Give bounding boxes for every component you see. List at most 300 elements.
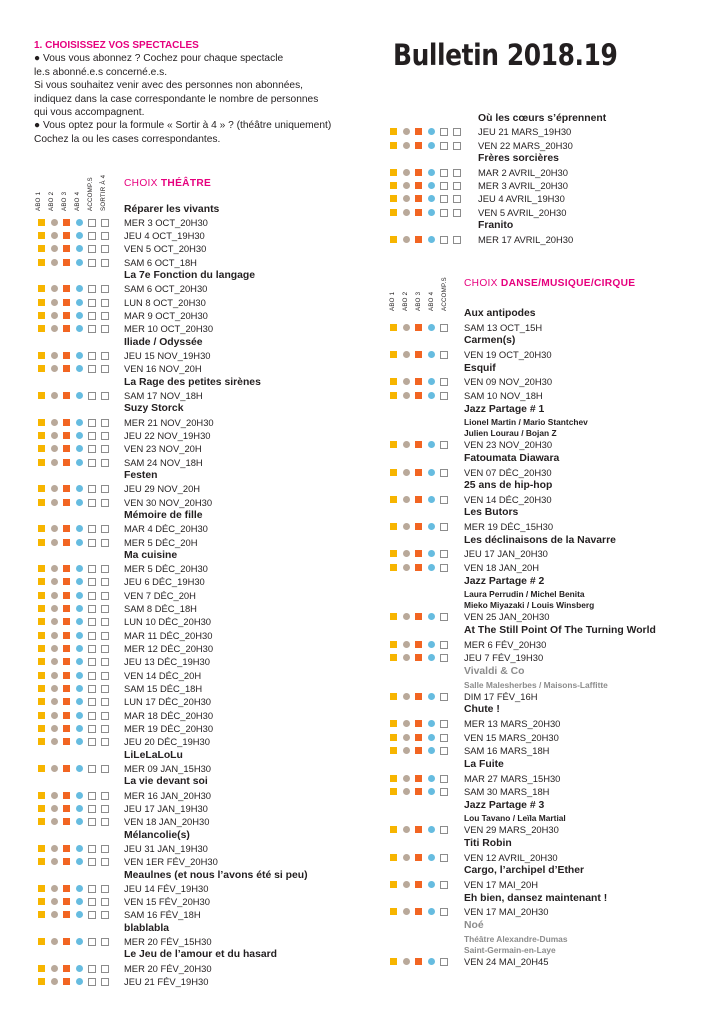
abo3-checkbox[interactable] [63,911,70,918]
accomp-count-box[interactable] [88,445,96,453]
abo3-checkbox[interactable] [63,285,70,292]
abo3-checkbox[interactable] [415,392,422,399]
accomp-count-box[interactable] [88,805,96,813]
abo4-checkbox[interactable] [76,312,83,319]
sortir-a-4-checkbox[interactable] [101,698,109,706]
sortir-a-4-checkbox[interactable] [453,169,461,177]
accomp-count-box[interactable] [440,775,448,783]
abo3-checkbox[interactable] [63,485,70,492]
abo2-checkbox[interactable] [403,881,410,888]
abo1-checkbox[interactable] [390,747,397,754]
abo1-checkbox[interactable] [38,459,45,466]
sortir-a-4-checkbox[interactable] [101,938,109,946]
abo2-checkbox[interactable] [51,618,58,625]
sortir-a-4-checkbox[interactable] [101,459,109,467]
abo2-checkbox[interactable] [51,259,58,266]
accomp-count-box[interactable] [88,911,96,919]
abo1-checkbox[interactable] [390,788,397,795]
accomp-count-box[interactable] [440,209,448,217]
abo1-checkbox[interactable] [390,854,397,861]
abo2-checkbox[interactable] [403,747,410,754]
accomp-count-box[interactable] [440,641,448,649]
abo2-checkbox[interactable] [403,788,410,795]
accomp-count-box[interactable] [88,232,96,240]
accomp-count-box[interactable] [440,142,448,150]
sortir-a-4-checkbox[interactable] [101,885,109,893]
abo2-checkbox[interactable] [403,523,410,530]
abo2-checkbox[interactable] [403,826,410,833]
abo2-checkbox[interactable] [51,818,58,825]
sortir-a-4-checkbox[interactable] [101,539,109,547]
abo2-checkbox[interactable] [51,312,58,319]
sortir-a-4-checkbox[interactable] [101,978,109,986]
accomp-count-box[interactable] [88,259,96,267]
abo1-checkbox[interactable] [38,299,45,306]
abo3-checkbox[interactable] [415,613,422,620]
abo3-checkbox[interactable] [415,496,422,503]
accomp-count-box[interactable] [88,858,96,866]
abo3-checkbox[interactable] [415,693,422,700]
abo1-checkbox[interactable] [38,565,45,572]
accomp-count-box[interactable] [88,965,96,973]
accomp-count-box[interactable] [440,654,448,662]
accomp-count-box[interactable] [440,378,448,386]
accomp-count-box[interactable] [88,632,96,640]
abo3-checkbox[interactable] [63,792,70,799]
accomp-count-box[interactable] [88,885,96,893]
abo3-checkbox[interactable] [415,958,422,965]
abo2-checkbox[interactable] [403,236,410,243]
abo4-checkbox[interactable] [76,245,83,252]
abo1-checkbox[interactable] [390,720,397,727]
accomp-count-box[interactable] [88,285,96,293]
abo3-checkbox[interactable] [415,826,422,833]
abo1-checkbox[interactable] [38,605,45,612]
abo4-checkbox[interactable] [76,592,83,599]
abo2-checkbox[interactable] [403,392,410,399]
abo4-checkbox[interactable] [428,775,435,782]
accomp-count-box[interactable] [88,658,96,666]
abo3-checkbox[interactable] [63,845,70,852]
abo1-checkbox[interactable] [38,578,45,585]
abo2-checkbox[interactable] [51,285,58,292]
abo3-checkbox[interactable] [63,978,70,985]
abo2-checkbox[interactable] [51,938,58,945]
abo1-checkbox[interactable] [38,539,45,546]
abo2-checkbox[interactable] [51,565,58,572]
abo2-checkbox[interactable] [51,432,58,439]
abo3-checkbox[interactable] [63,938,70,945]
abo2-checkbox[interactable] [51,645,58,652]
accomp-count-box[interactable] [88,818,96,826]
abo2-checkbox[interactable] [51,325,58,332]
abo4-checkbox[interactable] [428,788,435,795]
abo1-checkbox[interactable] [390,496,397,503]
abo2-checkbox[interactable] [403,469,410,476]
abo3-checkbox[interactable] [415,908,422,915]
sortir-a-4-checkbox[interactable] [453,195,461,203]
abo1-checkbox[interactable] [390,734,397,741]
abo2-checkbox[interactable] [51,419,58,426]
abo1-checkbox[interactable] [38,445,45,452]
abo1-checkbox[interactable] [38,672,45,679]
abo4-checkbox[interactable] [76,792,83,799]
abo1-checkbox[interactable] [38,618,45,625]
abo2-checkbox[interactable] [403,641,410,648]
abo3-checkbox[interactable] [63,499,70,506]
accomp-count-box[interactable] [440,182,448,190]
abo3-checkbox[interactable] [63,539,70,546]
abo4-checkbox[interactable] [76,712,83,719]
accomp-count-box[interactable] [440,854,448,862]
abo2-checkbox[interactable] [51,445,58,452]
abo3-checkbox[interactable] [63,858,70,865]
abo3-checkbox[interactable] [63,352,70,359]
abo2-checkbox[interactable] [403,854,410,861]
sortir-a-4-checkbox[interactable] [101,805,109,813]
accomp-count-box[interactable] [88,219,96,227]
abo3-checkbox[interactable] [415,775,422,782]
abo3-checkbox[interactable] [63,685,70,692]
abo2-checkbox[interactable] [403,908,410,915]
accomp-count-box[interactable] [88,432,96,440]
abo3-checkbox[interactable] [415,654,422,661]
abo2-checkbox[interactable] [403,441,410,448]
abo2-checkbox[interactable] [403,195,410,202]
sortir-a-4-checkbox[interactable] [101,219,109,227]
abo4-checkbox[interactable] [76,618,83,625]
abo2-checkbox[interactable] [51,578,58,585]
abo1-checkbox[interactable] [38,885,45,892]
abo4-checkbox[interactable] [76,352,83,359]
abo4-checkbox[interactable] [76,259,83,266]
accomp-count-box[interactable] [88,685,96,693]
abo4-checkbox[interactable] [428,826,435,833]
accomp-count-box[interactable] [88,539,96,547]
sortir-a-4-checkbox[interactable] [453,128,461,136]
abo4-checkbox[interactable] [76,645,83,652]
abo1-checkbox[interactable] [390,142,397,149]
abo3-checkbox[interactable] [415,564,422,571]
abo2-checkbox[interactable] [51,792,58,799]
accomp-count-box[interactable] [88,618,96,626]
abo2-checkbox[interactable] [403,613,410,620]
abo4-checkbox[interactable] [428,564,435,571]
accomp-count-box[interactable] [88,765,96,773]
abo4-checkbox[interactable] [428,182,435,189]
sortir-a-4-checkbox[interactable] [101,578,109,586]
abo4-checkbox[interactable] [76,911,83,918]
sortir-a-4-checkbox[interactable] [453,142,461,150]
abo2-checkbox[interactable] [51,911,58,918]
sortir-a-4-checkbox[interactable] [101,419,109,427]
accomp-count-box[interactable] [88,698,96,706]
abo1-checkbox[interactable] [38,858,45,865]
abo1-checkbox[interactable] [390,826,397,833]
abo3-checkbox[interactable] [63,312,70,319]
abo2-checkbox[interactable] [403,654,410,661]
sortir-a-4-checkbox[interactable] [101,605,109,613]
abo4-checkbox[interactable] [76,672,83,679]
abo4-checkbox[interactable] [76,858,83,865]
abo1-checkbox[interactable] [390,378,397,385]
accomp-count-box[interactable] [440,324,448,332]
abo3-checkbox[interactable] [63,672,70,679]
accomp-count-box[interactable] [440,826,448,834]
sortir-a-4-checkbox[interactable] [101,365,109,373]
accomp-count-box[interactable] [88,845,96,853]
accomp-count-box[interactable] [88,672,96,680]
abo4-checkbox[interactable] [76,632,83,639]
accomp-count-box[interactable] [440,881,448,889]
sortir-a-4-checkbox[interactable] [101,392,109,400]
accomp-count-box[interactable] [440,550,448,558]
abo2-checkbox[interactable] [51,592,58,599]
accomp-count-box[interactable] [440,195,448,203]
abo1-checkbox[interactable] [38,499,45,506]
abo3-checkbox[interactable] [415,236,422,243]
accomp-count-box[interactable] [88,299,96,307]
accomp-count-box[interactable] [440,734,448,742]
sortir-a-4-checkbox[interactable] [101,445,109,453]
abo2-checkbox[interactable] [51,605,58,612]
abo2-checkbox[interactable] [51,965,58,972]
sortir-a-4-checkbox[interactable] [101,725,109,733]
sortir-a-4-checkbox[interactable] [101,432,109,440]
abo4-checkbox[interactable] [428,734,435,741]
sortir-a-4-checkbox[interactable] [101,299,109,307]
accomp-count-box[interactable] [88,578,96,586]
abo1-checkbox[interactable] [38,219,45,226]
abo1-checkbox[interactable] [390,209,397,216]
sortir-a-4-checkbox[interactable] [101,499,109,507]
abo1-checkbox[interactable] [38,698,45,705]
accomp-count-box[interactable] [440,128,448,136]
abo1-checkbox[interactable] [38,232,45,239]
sortir-a-4-checkbox[interactable] [101,245,109,253]
abo2-checkbox[interactable] [51,365,58,372]
abo2-checkbox[interactable] [51,765,58,772]
abo2-checkbox[interactable] [51,725,58,732]
abo2-checkbox[interactable] [51,658,58,665]
abo1-checkbox[interactable] [38,485,45,492]
abo2-checkbox[interactable] [403,958,410,965]
abo4-checkbox[interactable] [428,195,435,202]
abo4-checkbox[interactable] [76,485,83,492]
abo4-checkbox[interactable] [76,392,83,399]
abo1-checkbox[interactable] [38,432,45,439]
abo1-checkbox[interactable] [38,938,45,945]
abo3-checkbox[interactable] [415,641,422,648]
accomp-count-box[interactable] [88,392,96,400]
accomp-count-box[interactable] [440,908,448,916]
abo3-checkbox[interactable] [63,259,70,266]
accomp-count-box[interactable] [88,525,96,533]
abo1-checkbox[interactable] [390,550,397,557]
sortir-a-4-checkbox[interactable] [453,209,461,217]
sortir-a-4-checkbox[interactable] [101,658,109,666]
sortir-a-4-checkbox[interactable] [101,672,109,680]
abo3-checkbox[interactable] [415,550,422,557]
abo3-checkbox[interactable] [63,712,70,719]
accomp-count-box[interactable] [88,792,96,800]
abo3-checkbox[interactable] [63,818,70,825]
abo4-checkbox[interactable] [428,641,435,648]
abo3-checkbox[interactable] [63,419,70,426]
abo4-checkbox[interactable] [76,765,83,772]
abo1-checkbox[interactable] [38,792,45,799]
abo3-checkbox[interactable] [415,324,422,331]
sortir-a-4-checkbox[interactable] [101,792,109,800]
abo3-checkbox[interactable] [415,854,422,861]
abo4-checkbox[interactable] [76,845,83,852]
abo2-checkbox[interactable] [403,734,410,741]
abo4-checkbox[interactable] [76,605,83,612]
abo4-checkbox[interactable] [76,698,83,705]
abo4-checkbox[interactable] [76,565,83,572]
abo1-checkbox[interactable] [38,365,45,372]
abo4-checkbox[interactable] [428,378,435,385]
abo3-checkbox[interactable] [63,232,70,239]
abo1-checkbox[interactable] [390,169,397,176]
sortir-a-4-checkbox[interactable] [101,911,109,919]
abo4-checkbox[interactable] [428,142,435,149]
abo4-checkbox[interactable] [76,885,83,892]
abo4-checkbox[interactable] [428,128,435,135]
abo1-checkbox[interactable] [390,128,397,135]
sortir-a-4-checkbox[interactable] [453,182,461,190]
sortir-a-4-checkbox[interactable] [101,232,109,240]
abo3-checkbox[interactable] [415,788,422,795]
abo1-checkbox[interactable] [38,805,45,812]
abo1-checkbox[interactable] [38,419,45,426]
accomp-count-box[interactable] [88,352,96,360]
abo4-checkbox[interactable] [76,525,83,532]
abo3-checkbox[interactable] [415,523,422,530]
sortir-a-4-checkbox[interactable] [101,818,109,826]
abo3-checkbox[interactable] [63,245,70,252]
abo1-checkbox[interactable] [390,469,397,476]
sortir-a-4-checkbox[interactable] [101,485,109,493]
sortir-a-4-checkbox[interactable] [101,685,109,693]
accomp-count-box[interactable] [88,245,96,253]
abo4-checkbox[interactable] [76,738,83,745]
abo4-checkbox[interactable] [76,219,83,226]
accomp-count-box[interactable] [440,169,448,177]
sortir-a-4-checkbox[interactable] [101,645,109,653]
abo1-checkbox[interactable] [390,392,397,399]
abo4-checkbox[interactable] [428,747,435,754]
abo2-checkbox[interactable] [51,392,58,399]
abo3-checkbox[interactable] [415,351,422,358]
abo1-checkbox[interactable] [390,654,397,661]
abo4-checkbox[interactable] [76,432,83,439]
abo3-checkbox[interactable] [63,632,70,639]
abo3-checkbox[interactable] [415,441,422,448]
abo2-checkbox[interactable] [51,245,58,252]
abo1-checkbox[interactable] [38,245,45,252]
accomp-count-box[interactable] [88,712,96,720]
abo4-checkbox[interactable] [76,685,83,692]
abo2-checkbox[interactable] [403,378,410,385]
abo1-checkbox[interactable] [38,965,45,972]
abo3-checkbox[interactable] [415,720,422,727]
sortir-a-4-checkbox[interactable] [101,285,109,293]
abo4-checkbox[interactable] [428,693,435,700]
abo3-checkbox[interactable] [415,469,422,476]
abo2-checkbox[interactable] [403,324,410,331]
abo1-checkbox[interactable] [38,978,45,985]
abo2-checkbox[interactable] [403,128,410,135]
abo2-checkbox[interactable] [51,352,58,359]
abo1-checkbox[interactable] [38,525,45,532]
abo3-checkbox[interactable] [63,578,70,585]
abo3-checkbox[interactable] [63,645,70,652]
abo4-checkbox[interactable] [76,805,83,812]
accomp-count-box[interactable] [88,978,96,986]
abo2-checkbox[interactable] [403,550,410,557]
accomp-count-box[interactable] [88,499,96,507]
sortir-a-4-checkbox[interactable] [101,592,109,600]
sortir-a-4-checkbox[interactable] [101,632,109,640]
abo3-checkbox[interactable] [63,565,70,572]
abo4-checkbox[interactable] [428,654,435,661]
abo3-checkbox[interactable] [63,698,70,705]
abo2-checkbox[interactable] [51,978,58,985]
abo2-checkbox[interactable] [51,632,58,639]
abo2-checkbox[interactable] [403,182,410,189]
abo4-checkbox[interactable] [428,523,435,530]
accomp-count-box[interactable] [88,592,96,600]
abo2-checkbox[interactable] [51,845,58,852]
abo3-checkbox[interactable] [63,605,70,612]
sortir-a-4-checkbox[interactable] [101,898,109,906]
accomp-count-box[interactable] [88,898,96,906]
abo1-checkbox[interactable] [390,564,397,571]
abo2-checkbox[interactable] [51,672,58,679]
abo1-checkbox[interactable] [38,658,45,665]
accomp-count-box[interactable] [88,645,96,653]
abo4-checkbox[interactable] [76,232,83,239]
sortir-a-4-checkbox[interactable] [453,236,461,244]
abo4-checkbox[interactable] [428,908,435,915]
abo3-checkbox[interactable] [63,219,70,226]
abo2-checkbox[interactable] [51,885,58,892]
abo4-checkbox[interactable] [76,499,83,506]
accomp-count-box[interactable] [440,613,448,621]
abo2-checkbox[interactable] [51,712,58,719]
abo3-checkbox[interactable] [63,459,70,466]
abo4-checkbox[interactable] [76,285,83,292]
abo4-checkbox[interactable] [428,392,435,399]
accomp-count-box[interactable] [440,441,448,449]
accomp-count-box[interactable] [88,365,96,373]
abo2-checkbox[interactable] [51,738,58,745]
accomp-count-box[interactable] [88,565,96,573]
abo3-checkbox[interactable] [63,525,70,532]
abo1-checkbox[interactable] [390,324,397,331]
abo3-checkbox[interactable] [63,725,70,732]
sortir-a-4-checkbox[interactable] [101,565,109,573]
abo3-checkbox[interactable] [415,209,422,216]
accomp-count-box[interactable] [440,523,448,531]
abo3-checkbox[interactable] [63,658,70,665]
accomp-count-box[interactable] [440,236,448,244]
abo4-checkbox[interactable] [76,978,83,985]
accomp-count-box[interactable] [88,325,96,333]
abo4-checkbox[interactable] [76,898,83,905]
abo4-checkbox[interactable] [76,445,83,452]
